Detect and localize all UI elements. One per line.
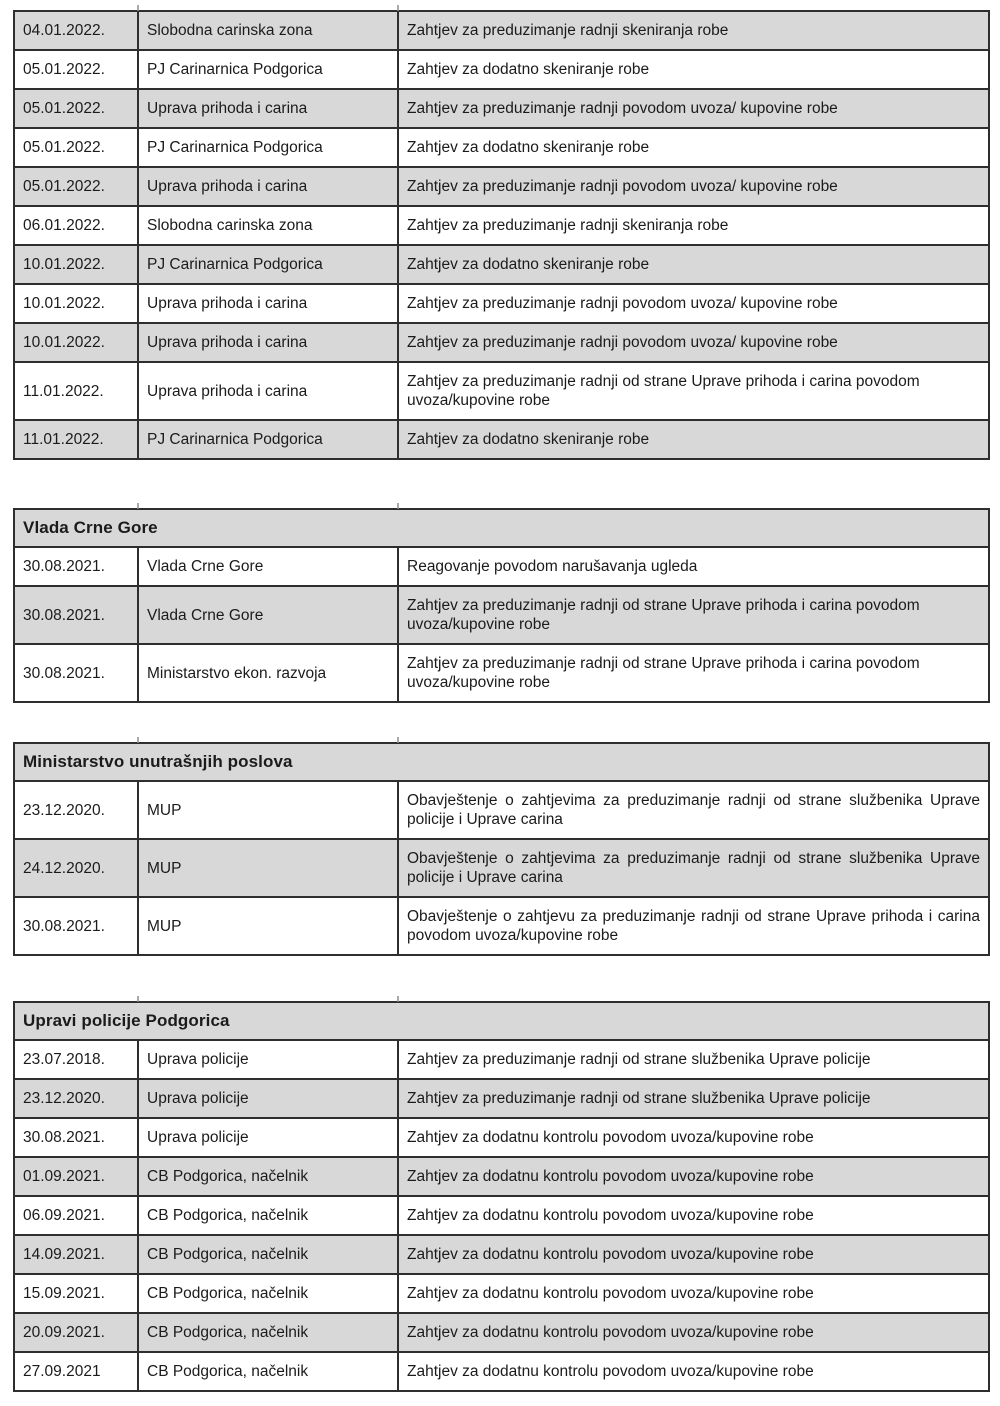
date-cell: 06.09.2021. — [14, 1196, 138, 1235]
table-row — [14, 1235, 989, 1274]
upravi-policije-podgorica-table-section — [13, 1001, 990, 1392]
table-row — [14, 1313, 989, 1352]
date-cell: 10.01.2022. — [14, 245, 138, 284]
request-cell: Zahtjev za preduzimanje radnji povodom uvoza/ kupovine robe — [398, 284, 989, 323]
request-cell: Zahtjev za dodatno skeniranje robe — [398, 245, 989, 284]
date-cell: 06.01.2022. — [14, 206, 138, 245]
border-artifact-stub — [137, 996, 139, 1002]
org-cell: Uprava policije — [138, 1040, 398, 1079]
date-cell: 23.07.2018. — [14, 1040, 138, 1079]
request-cell: Obavještenje o zahtjevu za preduzimanje radnji od strane Uprave prihoda i carina povodom uvoza/kupovine robe — [398, 897, 989, 955]
org-cell: Uprava prihoda i carina — [138, 362, 398, 420]
table-row — [14, 1157, 989, 1196]
table-row — [14, 586, 989, 644]
upravi-policije-podgorica-table — [13, 1001, 990, 1392]
org-cell: MUP — [138, 897, 398, 955]
border-artifact-stub — [397, 503, 399, 509]
org-cell: PJ Carinarnica Podgorica — [138, 245, 398, 284]
table-row — [14, 1079, 989, 1118]
org-cell: Uprava prihoda i carina — [138, 167, 398, 206]
date-cell: 01.09.2021. — [14, 1157, 138, 1196]
org-cell: CB Podgorica, načelnik — [138, 1313, 398, 1352]
table-row — [14, 362, 989, 420]
request-cell: Zahtjev za preduzimanje radnji od strane službenika Uprave policije — [398, 1079, 989, 1118]
org-cell: Uprava policije — [138, 1079, 398, 1118]
table-title-row — [14, 509, 989, 547]
request-cell: Zahtjev za preduzimanje radnji od strane službenika Uprave policije — [398, 1040, 989, 1079]
table-section-title: Upravi policije Podgorica — [14, 1002, 989, 1040]
table-row — [14, 89, 989, 128]
table-row — [14, 245, 989, 284]
border-artifact-stub — [397, 737, 399, 743]
date-cell: 05.01.2022. — [14, 167, 138, 206]
org-cell: CB Podgorica, načelnik — [138, 1235, 398, 1274]
date-cell: 15.09.2021. — [14, 1274, 138, 1313]
date-cell: 05.01.2022. — [14, 89, 138, 128]
border-artifact-stub — [137, 503, 139, 509]
date-cell: 23.12.2020. — [14, 1079, 138, 1118]
request-cell: Zahtjev za preduzimanje radnji povodom uvoza/ kupovine robe — [398, 323, 989, 362]
date-cell: 04.01.2022. — [14, 11, 138, 50]
org-cell: PJ Carinarnica Podgorica — [138, 128, 398, 167]
table-row — [14, 206, 989, 245]
request-cell: Zahtjev za dodatnu kontrolu povodom uvoza/kupovine robe — [398, 1274, 989, 1313]
ministarstvo-unutrasnjih-poslova-table-section — [13, 742, 990, 956]
date-cell: 30.08.2021. — [14, 897, 138, 955]
date-cell: 05.01.2022. — [14, 50, 138, 89]
border-artifact-stub — [397, 996, 399, 1002]
request-cell: Obavještenje o zahtjevima za preduzimanje radnji od strane službenika Uprave policije i Uprave carina — [398, 781, 989, 839]
table-section-title: Ministarstvo unutrašnjih poslova — [14, 743, 989, 781]
border-artifact-stub — [397, 5, 399, 11]
ministarstvo-unutrasnjih-poslova-table — [13, 742, 990, 956]
border-artifact-stub — [137, 5, 139, 11]
org-cell: CB Podgorica, načelnik — [138, 1352, 398, 1391]
request-cell: Reagovanje povodom narušavanja ugleda — [398, 547, 989, 586]
date-cell: 20.09.2021. — [14, 1313, 138, 1352]
table-row — [14, 644, 989, 702]
org-cell: Uprava prihoda i carina — [138, 323, 398, 362]
org-cell: CB Podgorica, načelnik — [138, 1274, 398, 1313]
org-cell: PJ Carinarnica Podgorica — [138, 50, 398, 89]
org-cell: Uprava prihoda i carina — [138, 89, 398, 128]
org-cell: Slobodna carinska zona — [138, 11, 398, 50]
date-cell: 30.08.2021. — [14, 586, 138, 644]
date-cell: 05.01.2022. — [14, 128, 138, 167]
table-row — [14, 1274, 989, 1313]
request-cell: Zahtjev za dodatnu kontrolu povodom uvoza/kupovine robe — [398, 1235, 989, 1274]
request-cell: Zahtjev za preduzimanje radnji skeniranja robe — [398, 206, 989, 245]
request-cell: Obavještenje o zahtjevima za preduzimanje radnji od strane službenika Uprave policije i Uprave carina — [398, 839, 989, 897]
table-row — [14, 50, 989, 89]
date-cell: 14.09.2021. — [14, 1235, 138, 1274]
date-cell: 11.01.2022. — [14, 420, 138, 459]
customs-requests-table-section — [13, 10, 990, 460]
vlada-crne-gore-table — [13, 508, 990, 703]
customs-requests-table — [13, 10, 990, 460]
border-artifact-stub — [137, 737, 139, 743]
date-cell: 30.08.2021. — [14, 547, 138, 586]
request-cell: Zahtjev za preduzimanje radnji skeniranja robe — [398, 11, 989, 50]
org-cell: Ministarstvo ekon. razvoja — [138, 644, 398, 702]
request-cell: Zahtjev za preduzimanje radnji od strane Uprave prihoda i carina povodom uvoza/kupovine robe — [398, 586, 989, 644]
request-cell: Zahtjev za dodatno skeniranje robe — [398, 128, 989, 167]
table-row — [14, 897, 989, 955]
request-cell: Zahtjev za preduzimanje radnji povodom uvoza/ kupovine robe — [398, 167, 989, 206]
table-row — [14, 284, 989, 323]
request-cell: Zahtjev za dodatnu kontrolu povodom uvoza/kupovine robe — [398, 1196, 989, 1235]
org-cell: MUP — [138, 839, 398, 897]
date-cell: 11.01.2022. — [14, 362, 138, 420]
request-cell: Zahtjev za dodatnu kontrolu povodom uvoza/kupovine robe — [398, 1352, 989, 1391]
request-cell: Zahtjev za dodatnu kontrolu povodom uvoza/kupovine robe — [398, 1157, 989, 1196]
org-cell: Uprava prihoda i carina — [138, 284, 398, 323]
request-cell: Zahtjev za dodatnu kontrolu povodom uvoza/kupovine robe — [398, 1118, 989, 1157]
request-cell: Zahtjev za dodatno skeniranje robe — [398, 50, 989, 89]
org-cell: CB Podgorica, načelnik — [138, 1196, 398, 1235]
table-row — [14, 167, 989, 206]
table-row — [14, 781, 989, 839]
org-cell: Vlada Crne Gore — [138, 547, 398, 586]
table-row — [14, 1040, 989, 1079]
request-cell: Zahtjev za dodatnu kontrolu povodom uvoza/kupovine robe — [398, 1313, 989, 1352]
table-row — [14, 1352, 989, 1391]
date-cell: 24.12.2020. — [14, 839, 138, 897]
date-cell: 30.08.2021. — [14, 1118, 138, 1157]
table-section-title: Vlada Crne Gore — [14, 509, 989, 547]
table-title-row — [14, 743, 989, 781]
request-cell: Zahtjev za preduzimanje radnji povodom uvoza/ kupovine robe — [398, 89, 989, 128]
table-row — [14, 839, 989, 897]
date-cell: 23.12.2020. — [14, 781, 138, 839]
vlada-crne-gore-table-section — [13, 508, 990, 703]
request-cell: Zahtjev za preduzimanje radnji od strane Uprave prihoda i carina povodom uvoza/kupovine robe — [398, 644, 989, 702]
table-row — [14, 420, 989, 459]
table-row — [14, 1196, 989, 1235]
table-title-row — [14, 1002, 989, 1040]
org-cell: CB Podgorica, načelnik — [138, 1157, 398, 1196]
org-cell: MUP — [138, 781, 398, 839]
table-row — [14, 11, 989, 50]
request-cell: Zahtjev za preduzimanje radnji od strane Uprave prihoda i carina povodom uvoza/kupovine robe — [398, 362, 989, 420]
date-cell: 10.01.2022. — [14, 323, 138, 362]
date-cell: 27.09.2021 — [14, 1352, 138, 1391]
org-cell: PJ Carinarnica Podgorica — [138, 420, 398, 459]
date-cell: 30.08.2021. — [14, 644, 138, 702]
table-row — [14, 1118, 989, 1157]
org-cell: Vlada Crne Gore — [138, 586, 398, 644]
date-cell: 10.01.2022. — [14, 284, 138, 323]
org-cell: Uprava policije — [138, 1118, 398, 1157]
table-row — [14, 323, 989, 362]
table-row — [14, 547, 989, 586]
org-cell: Slobodna carinska zona — [138, 206, 398, 245]
request-cell: Zahtjev za dodatno skeniranje robe — [398, 420, 989, 459]
table-row — [14, 128, 989, 167]
